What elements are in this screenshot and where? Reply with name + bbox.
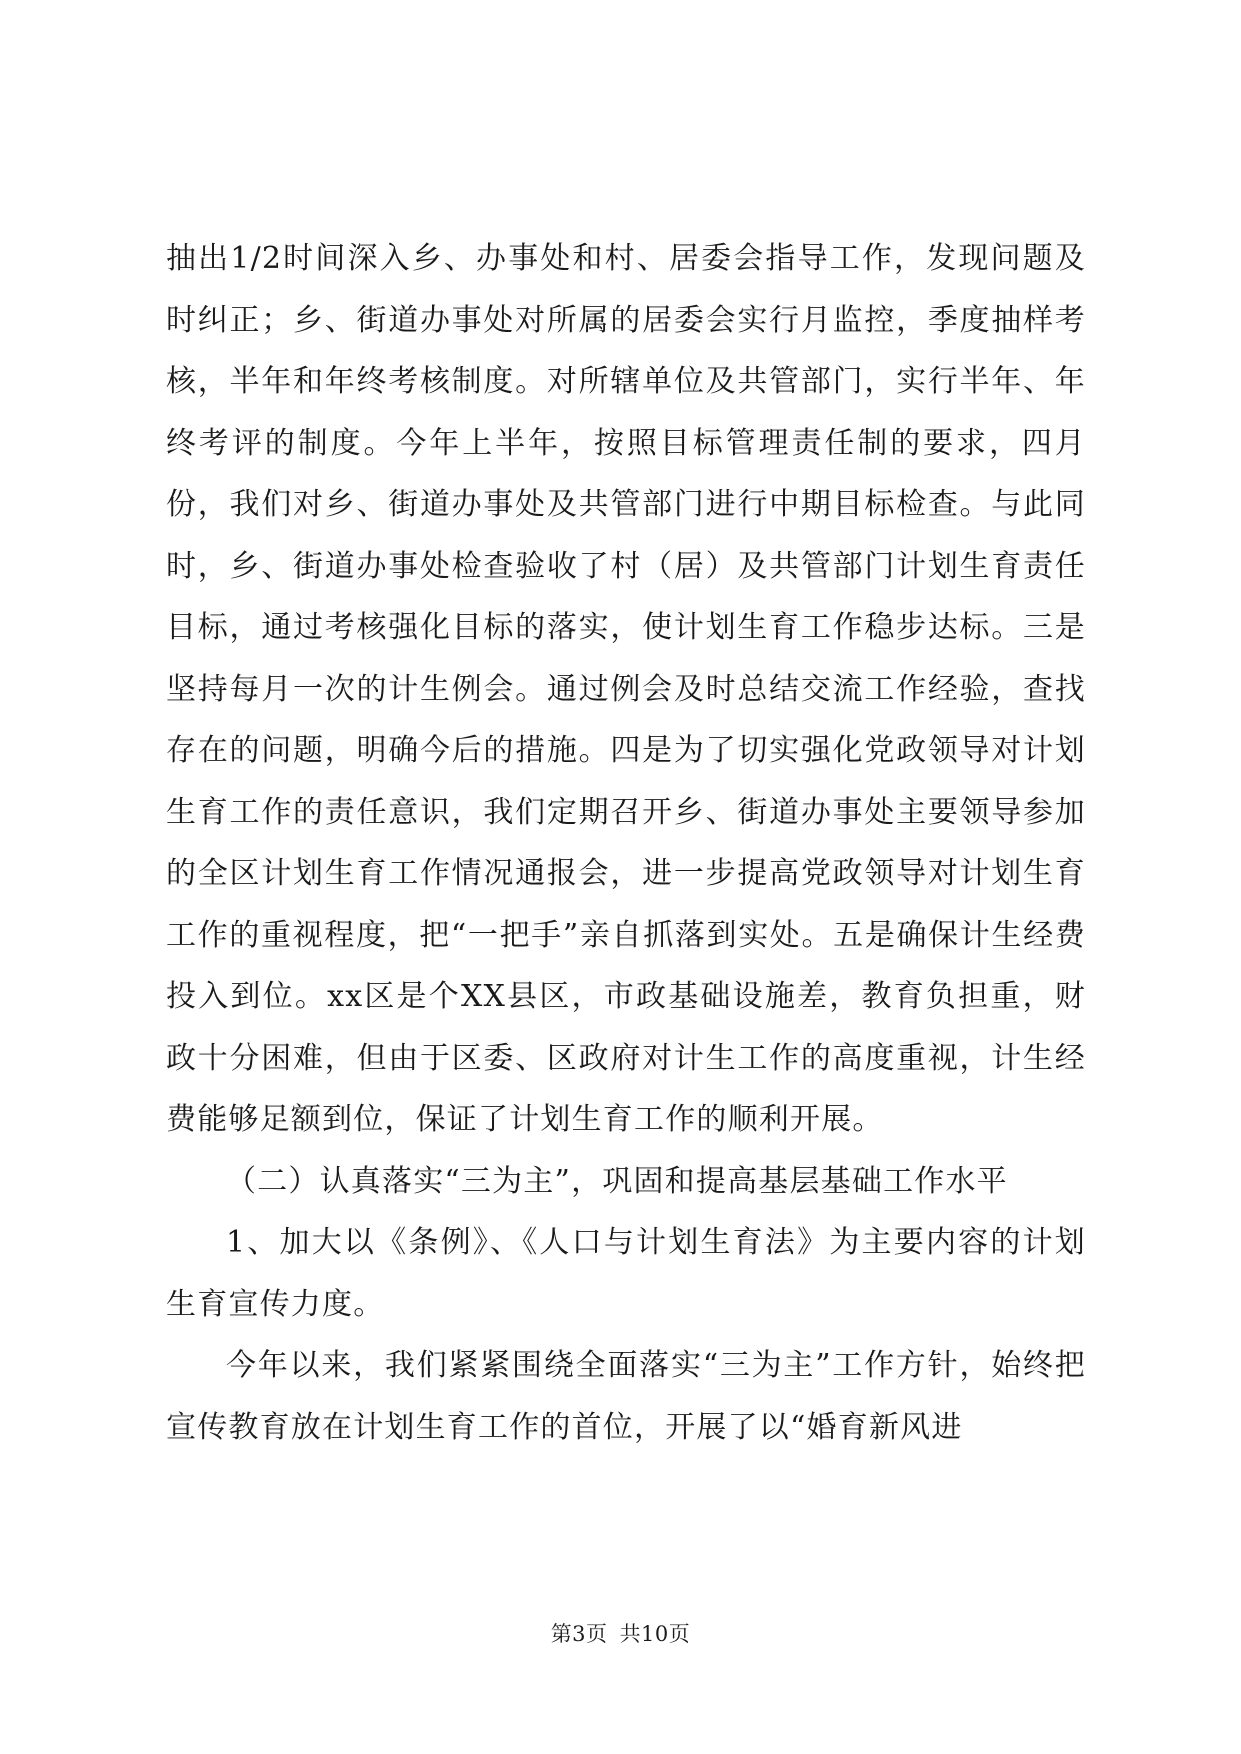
document-body	[166, 228, 1086, 1458]
subsection-heading: 1、加大以《条例》、《人口与计划生育法》为主要内容的计划生育宣传力度。	[166, 1225, 1086, 1322]
paragraph-continuation: 抽出1/2时间深入乡、办事处和村、居委会指导工作，发现问题及时纠正；乡、街道办事处对所属的居委会实行月监控，季度抽样考核，半年和年终考核制度。对所辖单位及共管部门，实行半年、年终考评的制度。今年上半年，按照目标管理责任制的要求，四月份，我们对乡、街道办事处及共管部门进行中期目标检查。与此同时，乡、街道办事处检查验收了村（居）及共管部门计划生育责任目标，通过考核强化目标的落实，使计划生育工作稳步达标。三是坚持每月一次的计生例会。通过例会及时总结交流工作经验，查找存在的问题，明确今后的措施。四是为了切实强化党政领导对计划生育工作的责任意识，我们定期召开乡、街道办事处主要领导参加的全区计划生育工作情况通报会，进一步提高党政领导对计划生育工作的重视程度，把“一把手”亲自抓落到实处。五是确保计生经费投入到位。xx区是个XX县区，市政基础设施差，教育负担重，财政十分困难，但由于区委、区政府对计生工作的高度重视，计生经费能够足额到位，保证了计划生育工作的顺利开展。	[166, 241, 1086, 1137]
paragraph: 今年以来，我们紧紧围绕全面落实“三为主”工作方针，始终把宣传教育放在计划生育工作的首位，开展了以“婚育新风进	[166, 1348, 1086, 1445]
page-total: 共10页	[619, 1622, 691, 1646]
page-number: 第3页	[550, 1622, 608, 1646]
page-footer	[0, 1618, 1241, 1648]
section-heading: （二）认真落实“三为主”，巩固和提高基层基础工作水平	[226, 1163, 1008, 1199]
